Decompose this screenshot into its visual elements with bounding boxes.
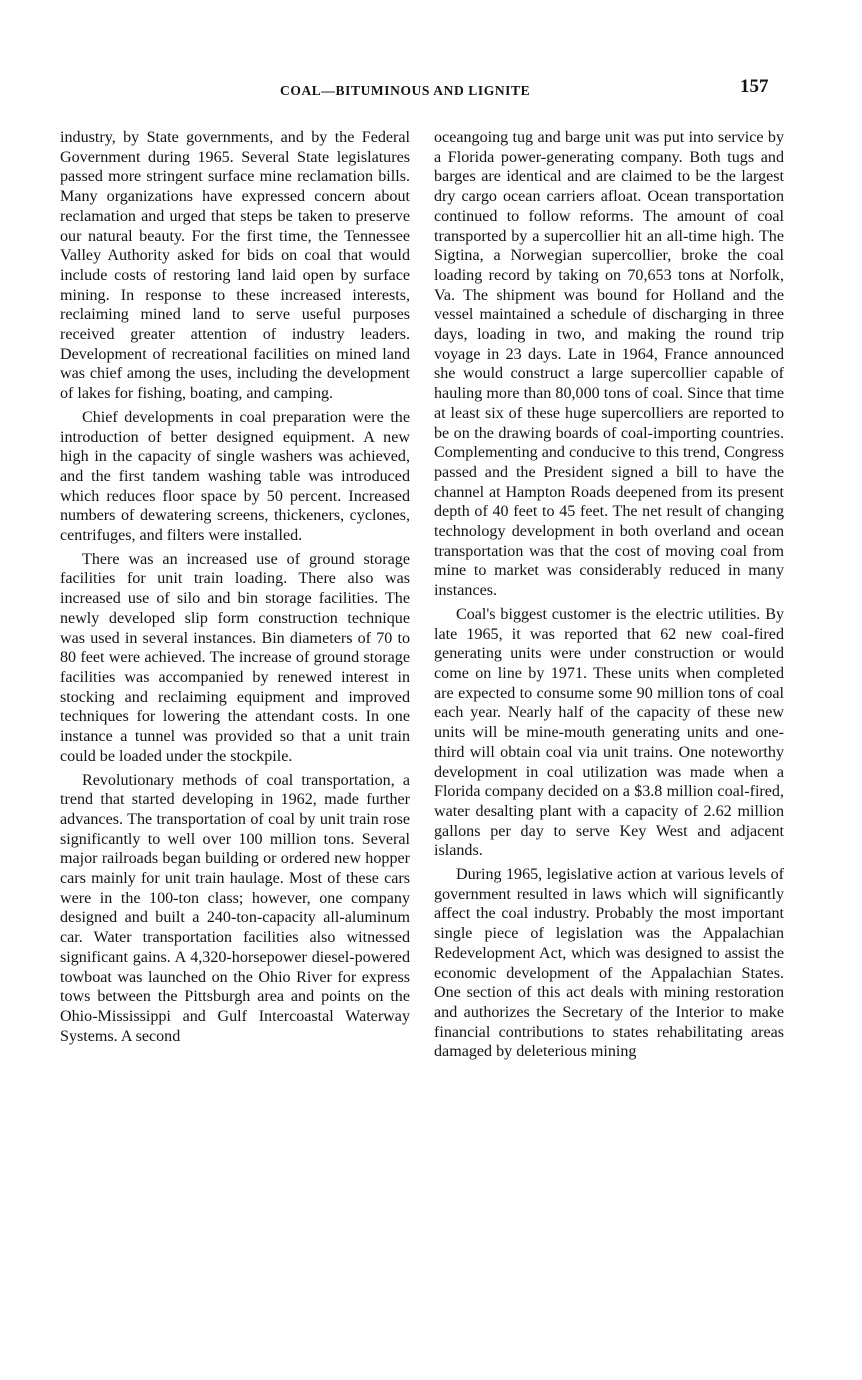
paragraph: There was an increased use of ground storage facilities for unit train loading. There also was increased use of silo and bin storage facilities. The newly developed slip form construction technique was used in several instances. Bin diameters of 70 to 80 feet were achieved. The increase of ground storage facilities was accompanied by renewed interest in stocking and reclaiming equipment and improved techniques for lowering the attendant costs. In one instance a tunnel was provided so that a unit train could be loaded under the stockpile. [60, 550, 410, 765]
page-header [0, 76, 862, 106]
paragraph: Coal's biggest customer is the electric utilities. By late 1965, it was reported that 62 new coal-fired generating units were under construction or would come on line by 1971. These units when completed are expected to consume some 90 million tons of coal each year. Nearly half of the capacity of these new units will be mine-mouth generating units and one-third will obtain coal via unit trains. One noteworthy development in coal utilization was made when a Florida company decided on a $3.8 million coal-fired, water desalting plant with a capacity of 2.62 million gallons per day to serve Key West and adjacent islands. [434, 605, 784, 860]
page-number: 157 [740, 76, 769, 97]
paragraph: oceangoing tug and barge unit was put into service by a Florida power-generating company. Both tugs and barges are identical and are claimed to be the largest dry cargo ocean carriers afloat. Ocean transportation continued to follow reforms. The amount of coal transported by a supercollier hit an all-time high. The Sigtina, a Norwegian supercollier, broke the coal loading record by taking on 70,653 tons at Norfolk, Va. The shipment was bound for Holland and the vessel maintained a schedule of discharging in three days, loading in two, and making the round trip voyage in 23 days. Late in 1964, France announced she would construct a large supercollier capable of hauling more than 80,000 tons of coal. Since that time at least six of these huge supercolliers are reported to be on the drawing boards of coal-importing countries. Complementing and conducive to this trend, Congress passed and the President signed a bill to have the channel at Hampton Roads deepened from its present depth of 40 feet to 45 feet. The net result of changing technology development in both overland and ocean transportation was that the cost of moving coal from mine to market was considerably reduced in many instances. [434, 129, 784, 600]
paragraph: industry, by State governments, and by the Federal Government during 1965. Several State legislatures passed more stringent surface mine reclamation bills. Many organizations have expressed concern about reclamation and urged that steps be taken to preserve our natural beauty. For the first time, the Tennessee Valley Authority asked for bids on coal that would include costs of restoring land laid open by surface mining. In response to these increased interests, reclaiming mined land to serve useful purposes received greater attention of industry leaders. Development of recreational facilities on mined land was chief among the uses, including the development of lakes for fishing, boating, and camping. [60, 129, 410, 403]
right-column [434, 128, 784, 1268]
left-column [60, 128, 410, 1268]
running-head: COAL—BITUMINOUS AND LIGNITE [280, 83, 531, 98]
paragraph: During 1965, legislative action at various levels of government resulted in laws which will significantly affect the coal industry. Probably the most important single piece of legislation was the Appalachian Redevelopment Act, which was designed to assist the economic development of the Appalachian States. One section of this act deals with mining restoration and authorizes the Secretary of the Interior to make financial contributions to states rehabilitating areas damaged by deleterious mining [434, 866, 784, 1061]
paragraph: Chief developments in coal preparation were the introduction of better designed equipment. A new high in the capacity of single washers was achieved, and the first tandem washing table was introduced which reduces floor space by 50 percent. Increased numbers of dewatering screens, thickeners, cyclones, centrifuges, and filters were installed. [60, 408, 410, 545]
paragraph: Revolutionary methods of coal transportation, a trend that started developing in 1962, made further advances. The transportation of coal by unit train rose significantly to well over 100 million tons. Several major railroads began building or ordered new hopper cars mainly for unit train haulage. Most of these cars were in the 100-ton class; however, one company designed and built a 240-ton-capacity all-aluminum car. Water transportation facilities also witnessed significant gains. A 4,320-horsepower diesel-powered towboat was launched on the Ohio River for express tows between the Pittsburgh area and points on the Ohio-Mississippi and Gulf Intercoastal Waterway Systems. A second [60, 771, 410, 1045]
